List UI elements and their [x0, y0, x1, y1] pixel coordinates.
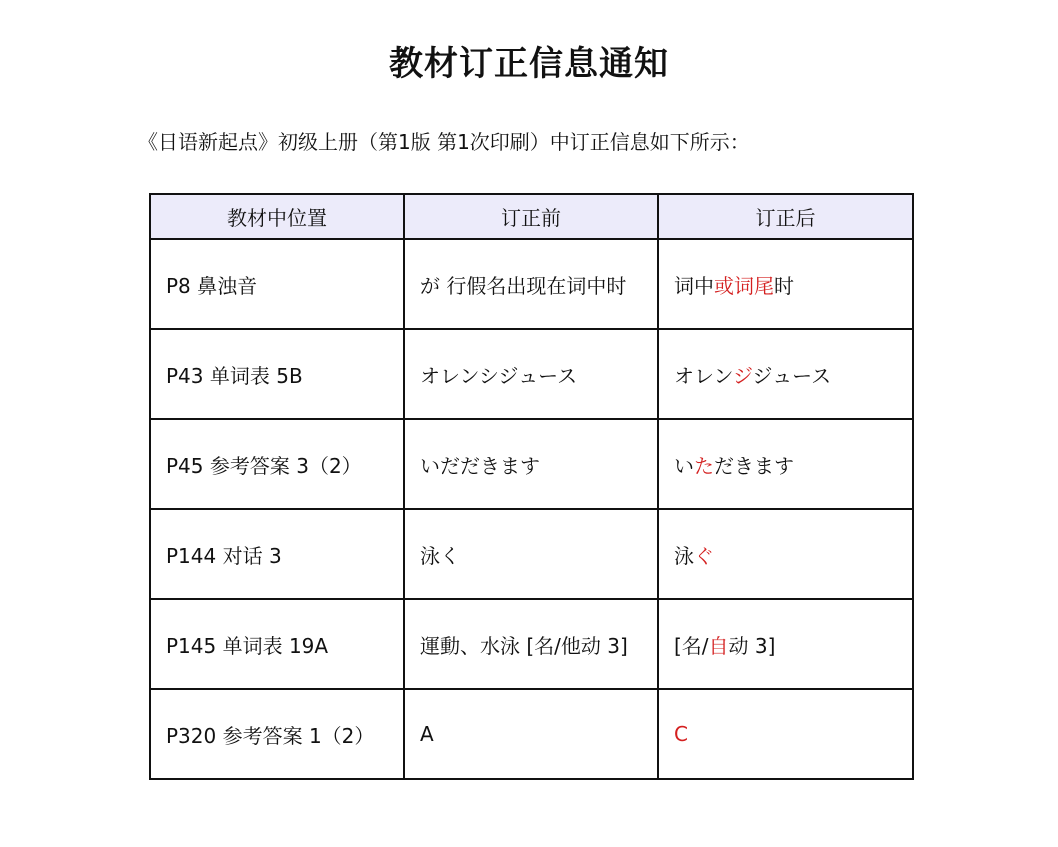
after-segment: [名/	[674, 633, 709, 658]
page-title: 教材订正信息通知	[389, 44, 669, 84]
cell-location: P45 参考答案 3（2）	[150, 419, 404, 509]
after-segment: 时	[774, 273, 794, 298]
header-before: 订正前	[404, 194, 658, 239]
table-row	[150, 419, 913, 509]
header-location: 教材中位置	[150, 194, 404, 239]
cell-before: オレンシジュース	[404, 329, 658, 419]
after-segment: C	[674, 722, 688, 746]
cell-before: 泳く	[404, 509, 658, 599]
header-after: 订正后	[658, 194, 913, 239]
intro-text: 《日语新起点》初级上册（第1版 第1次印刷）中订正信息如下所示：	[138, 130, 750, 154]
cell-after	[658, 689, 913, 779]
cell-after	[658, 419, 913, 509]
table-row	[150, 329, 913, 419]
cell-location: P145 单词表 19A	[150, 599, 404, 689]
cell-after	[658, 329, 913, 419]
after-segment: 词中	[674, 273, 714, 298]
errata-table	[149, 193, 914, 780]
after-segment: ぐ	[694, 543, 714, 568]
cell-before: 運動、水泳 [名/他动 3]	[404, 599, 658, 689]
table-row	[150, 239, 913, 329]
after-segment: ジュース	[752, 363, 832, 388]
after-segment: 或词尾	[714, 273, 774, 298]
after-segment: オレン	[674, 363, 733, 388]
after-segment: 自	[708, 633, 729, 658]
after-segment: い	[674, 453, 694, 478]
after-segment: 泳	[674, 543, 694, 568]
after-segment: ジ	[733, 363, 753, 388]
after-segment: だきます	[714, 453, 794, 478]
table-row	[150, 509, 913, 599]
cell-location: P8 鼻浊音	[150, 239, 404, 329]
cell-location: P144 对话 3	[150, 509, 404, 599]
cell-after	[658, 599, 913, 689]
cell-before: が 行假名出现在词中时	[404, 239, 658, 329]
table-row	[150, 599, 913, 689]
after-segment: た	[694, 453, 714, 478]
cell-location: P320 参考答案 1（2）	[150, 689, 404, 779]
cell-before: いだだきます	[404, 419, 658, 509]
cell-before: A	[404, 689, 658, 779]
table-row	[150, 689, 913, 779]
cell-after	[658, 239, 913, 329]
after-segment: 动 3]	[728, 633, 776, 658]
cell-location: P43 单词表 5B	[150, 329, 404, 419]
table-header-row	[150, 194, 913, 239]
cell-after	[658, 509, 913, 599]
